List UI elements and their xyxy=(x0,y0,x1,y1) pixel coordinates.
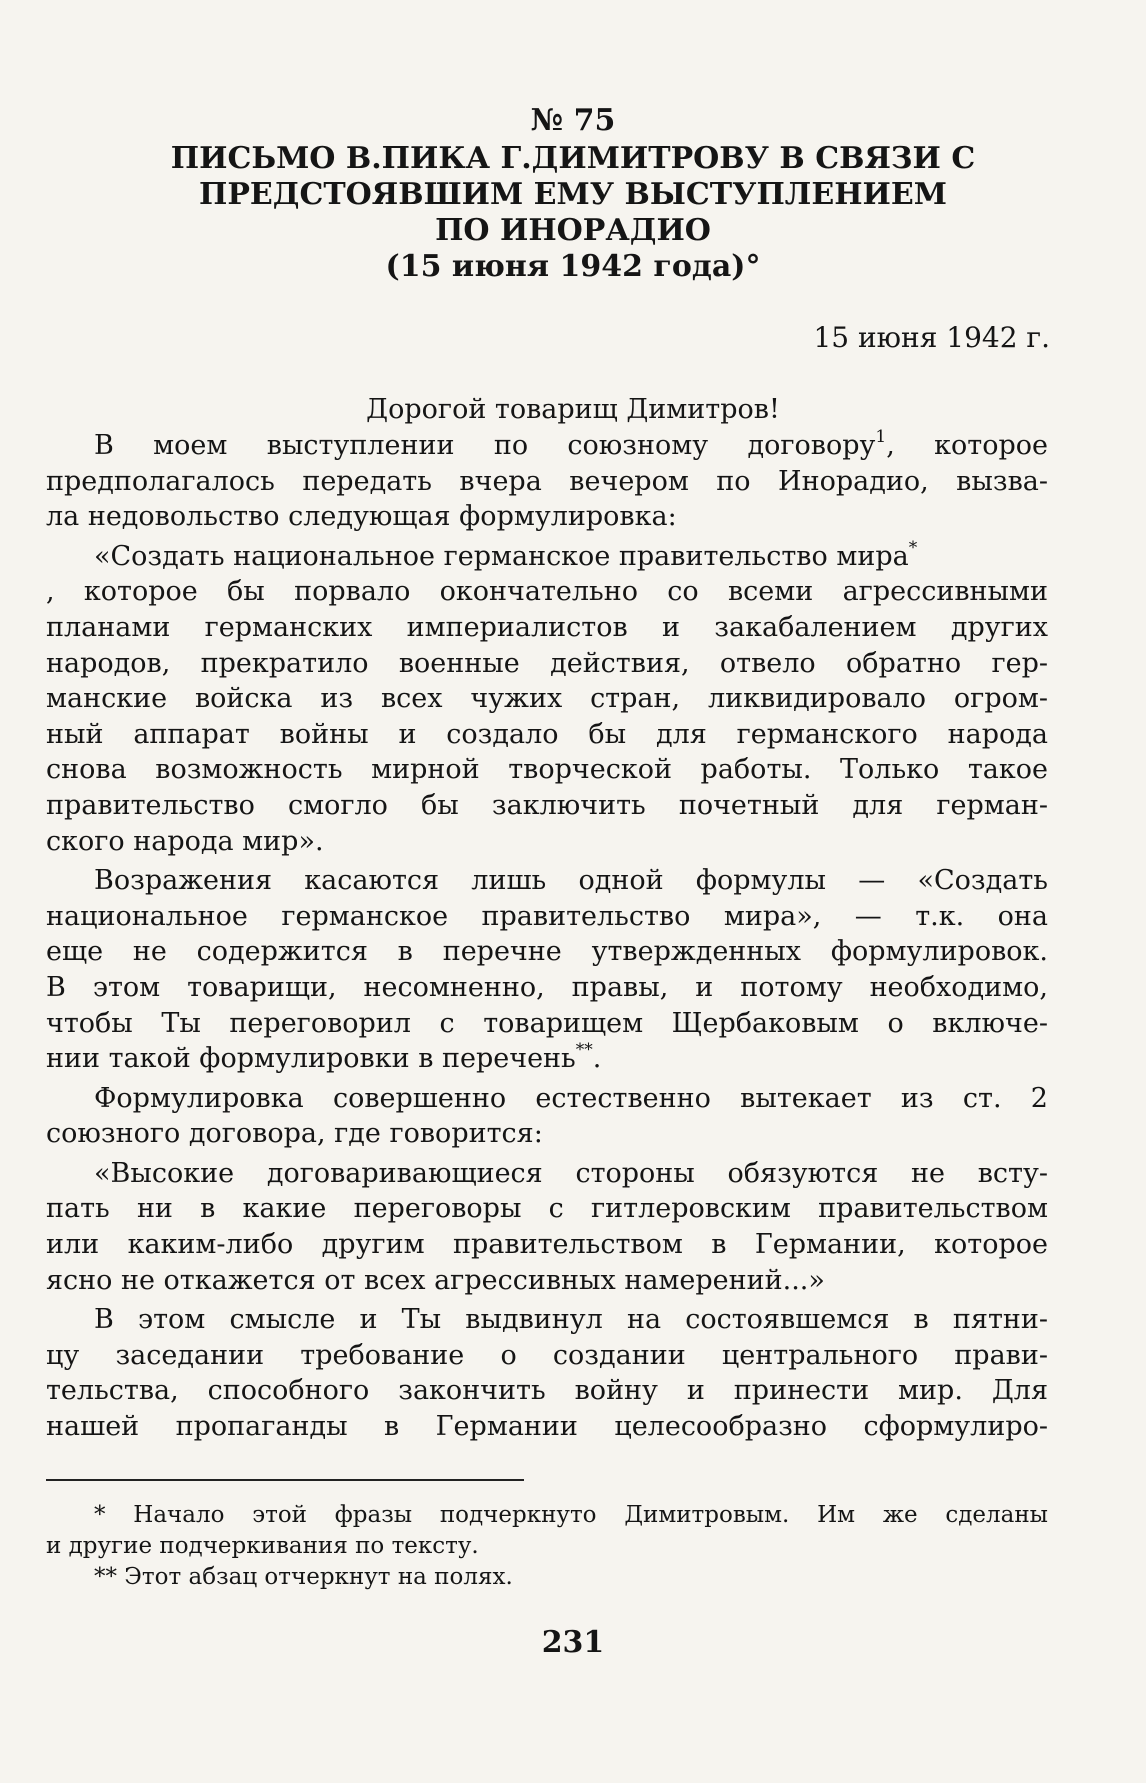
text-line: «Высокие договаривающиеся стороны обязуются не всту- xyxy=(94,1157,1048,1189)
text-line: еще не содержится в перечне утвержденных формулировок. xyxy=(46,936,1048,968)
footnote-mark: * xyxy=(94,1502,106,1528)
text-line: ского народа мир». xyxy=(46,825,324,857)
text-line: ный аппарат войны и создало бы для германского народа xyxy=(46,718,1048,750)
footnote-divider xyxy=(46,1479,524,1481)
text-line: чтобы Ты переговорил с товарищем Щербаковым о включе- xyxy=(46,1007,1048,1039)
text-line: В моем выступлении по союзному договору$^1$, которое xyxy=(94,427,1048,461)
text-line: Формулировка совершенно естественно вытекает из ст. 2 xyxy=(94,1082,1048,1114)
text-line: «Создать национальное германское правительство мира* xyxy=(94,537,918,572)
text-line: национальное германское правительство мира», — т.к. она xyxy=(46,900,1048,932)
text-line: пать ни в какие переговоры с гитлеровским правительством xyxy=(46,1193,1048,1225)
text-line: союзного договора, где говорится: xyxy=(46,1118,543,1150)
footnote-line: * Начало этой фразы подчеркнуто Димитровым. Им же сделаны xyxy=(94,1502,1048,1528)
footnote-line: ** Этот абзац отчеркнут на полях. xyxy=(94,1564,513,1590)
text-line: нашей пропаганды в Германии целесообразно сформулиро- xyxy=(46,1411,1048,1443)
text-line: народов, прекратило военные действия, отвело обратно гер- xyxy=(46,647,1048,679)
text-line: В этом товарищи, несомненно, правы, и потому необходимо, xyxy=(46,971,1048,1003)
title-line: ПРЕДСТОЯВШИМ ЕМУ ВЫСТУПЛЕНИЕМ xyxy=(199,177,947,212)
footnotes xyxy=(46,1500,1048,1593)
footnote-ref: * xyxy=(908,537,918,558)
letter-body xyxy=(46,428,1048,1445)
footnote-mark: ** xyxy=(94,1564,117,1590)
salutation: Дорогой товарищ Димитров! xyxy=(366,394,780,425)
text-line: нии такой формулировки в перечень**. xyxy=(46,1040,602,1075)
title-line: ПИСЬМО В.ПИКА Г.ДИМИТРОВУ В СВЯЗИ С xyxy=(170,141,976,176)
text-line: цу заседании требование о создании центрального прави- xyxy=(46,1339,1048,1371)
document-number: № 75 xyxy=(530,103,616,138)
footnote-ref: ** xyxy=(575,1040,593,1061)
text-line: В этом смысле и Ты выдвинул на состоявшемся в пятни- xyxy=(94,1304,1048,1336)
letter-date: 15 июня 1942 г. xyxy=(813,321,1050,354)
text-line: , которое бы порвало окончательно со всеми агрессивными xyxy=(46,576,1048,608)
text-line: или каким-либо другим правительством в Германии, которое xyxy=(46,1229,1048,1261)
text-line: планами германских империалистов и закабалением других xyxy=(46,611,1048,643)
page-number: 231 xyxy=(541,1625,605,1660)
text-line: Возражения касаются лишь одной формулы — «Создать xyxy=(94,865,1048,897)
text-line: манские войска из всех чужих стран, ликвидировало огром- xyxy=(46,683,1048,715)
text-line: тельства, способного закончить войну и принести мир. Для xyxy=(46,1375,1048,1407)
footnote-ref: 1 xyxy=(875,427,887,447)
title-date-line: (15 июня 1942 года)° xyxy=(385,249,761,284)
text-line: предполагалось передать вчера вечером по Инорадио, вызва- xyxy=(46,465,1048,497)
document-title xyxy=(0,141,1146,285)
text-line: правительство смогло бы заключить почетный для герман- xyxy=(46,789,1048,821)
text-line: снова возможность мирной творческой работы. Только такое xyxy=(46,754,1048,786)
title-line: ПО ИНОРАДИО xyxy=(435,213,711,248)
text-line: ясно не откажется от всех агрессивных намерений...» xyxy=(46,1264,825,1296)
text-line: ла недовольство следующая формулировка: xyxy=(46,501,677,533)
footnote-line: и другие подчеркивания по тексту. xyxy=(46,1533,479,1559)
